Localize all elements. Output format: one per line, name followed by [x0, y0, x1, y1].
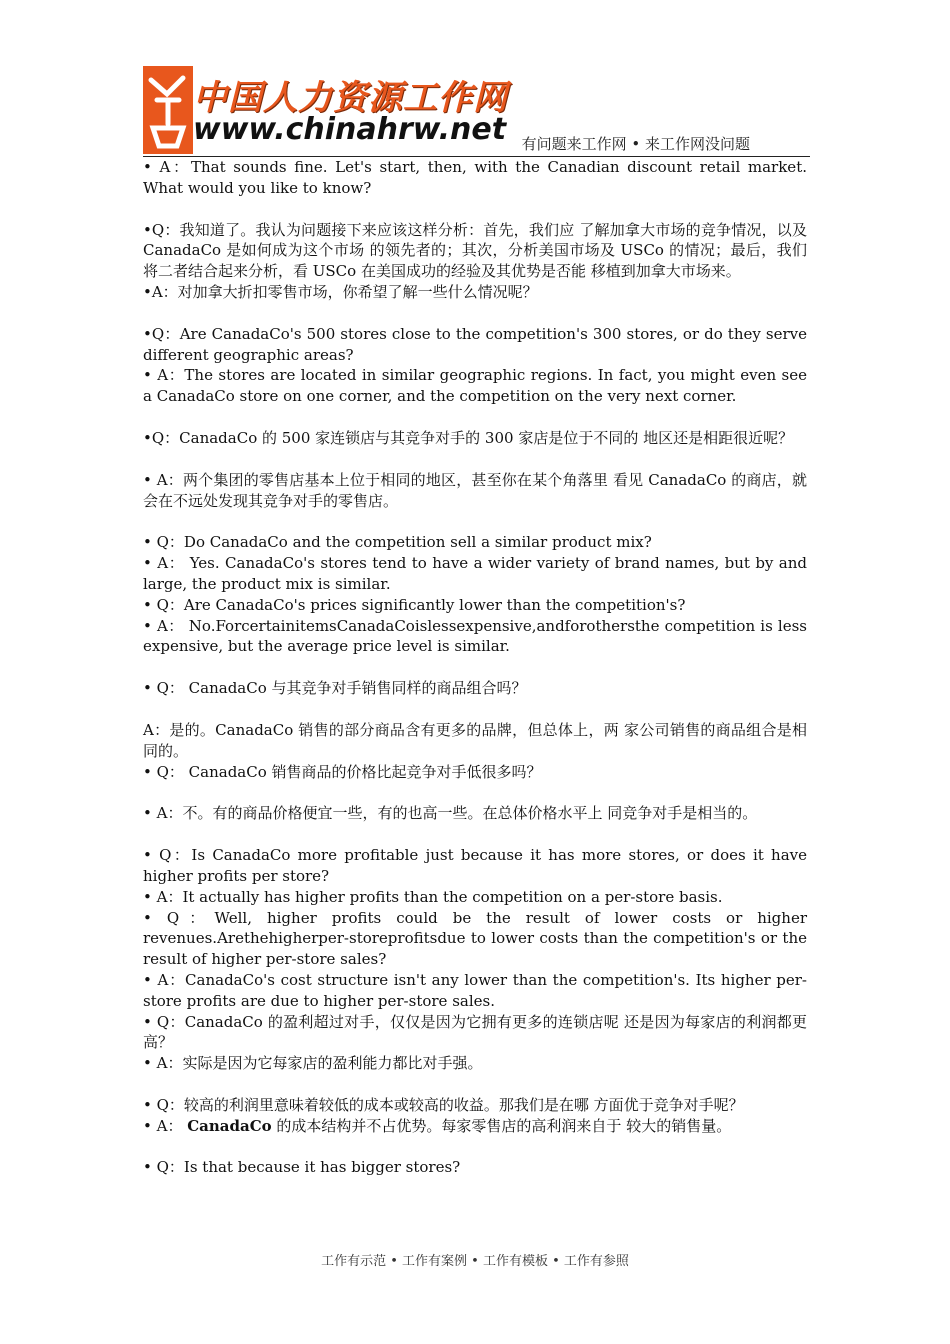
paragraph: • A：It actually has higher profits than the competition on a per-store basis. [143, 887, 723, 906]
paragraph: • A：实际是因为它每家店的盈利能力都比对手强。 [143, 1054, 483, 1073]
paragraph: • Q： CanadaCo 与其竞争对手销售同样的商品组合吗？ [143, 679, 527, 698]
paragraph: • Q：Is that because it has bigger stores? [143, 1158, 461, 1177]
header-slogan: 有问题来工作网 • 来工作网没问题 [521, 135, 750, 153]
paragraph [143, 1116, 807, 1137]
paragraph: •A：对加拿大折扣零售市场，你希望了解一些什么情况呢？ [143, 282, 538, 301]
logo-emblem-icon [143, 66, 193, 154]
page-header [143, 66, 810, 157]
paragraph: • Q： CanadaCo 销售商品的价格比起竞争对手低很多吗？ [143, 762, 542, 781]
logo-chinese-text: 中国人力资源工作网 [193, 78, 508, 118]
paragraph: A：是的。CanadaCo 销售的部分商品含有更多的品牌，但总体上，两 家公司销售的商品组合是相同的。 [143, 720, 807, 760]
paragraph: •Q：我知道了。我认为问题接下来应该这样分析：首先，我们应 了解加拿大市场的竞争情况，以及 CanadaCo 是如何成为这个市场 的领先者的；其次，分析美国市场及 USCo 的情况；最后，我们 将二者结合起来分析，看 USCo 在美国成功的经验及其优势是否能 移植到加拿大市场来。 [143, 220, 807, 281]
paragraph: • A： Yes. CanadaCo's stores tend to have a wider variety of brand names, but by and large, the product mix is similar. [143, 554, 807, 593]
paragraph-rest: 的成本结构并不占优势。每家零售店的高利润来自于 较大的销售量。 [271, 1116, 732, 1135]
page-footer: 工作有示范 • 工作有案例 • 工作有模板 • 工作有参照 [321, 1254, 629, 1269]
document-body [143, 157, 807, 1178]
paragraph: • Q：Do CanadaCo and the competition sell a similar product mix? [143, 533, 652, 552]
paragraph: • A：两个集团的零售店基本上位于相同的地区，甚至你在某个角落里 看见 CanadaCo 的商店，就会在不远处发现其竞争对手的零售店。 [143, 470, 807, 510]
paragraph-prefix: • A： [143, 1116, 188, 1135]
paragraph: • Q：较高的利润里意味着较低的成本或较高的收益。那我们是在哪 方面优于竞争对手呢？ [143, 1095, 744, 1114]
paragraph: • A：The stores are located in similar geographic regions. In fact, you might even see a CanadaCo store on one corner, and the competition on the very next corner. [143, 366, 807, 406]
paragraph: • A：That sounds fine. Let's start, then, with the Canadian discount retail market. What would you like to know? [143, 158, 807, 197]
bold-company-name: CanadaCo [187, 1116, 272, 1135]
paragraph: •Q：Are CanadaCo's 500 stores close to the competition's 300 stores, or do they serve different geographic areas? [143, 324, 807, 364]
paragraph: • A：CanadaCo's cost structure isn't any lower than the competition's. Its higher per-store profits are due to higher per-store sales. [143, 970, 807, 1010]
paragraph: • Q：Are CanadaCo's prices significantly lower than the competition's? [143, 595, 686, 614]
paragraph: • Q：Is CanadaCo more profitable just because it has more stores, or does it have higher profits per store? [143, 846, 807, 885]
paragraph: • Q：CanadaCo 的盈利超过对手，仅仅是因为它拥有更多的连锁店呢 还是因为每家店的利润都更高？ [143, 1012, 807, 1052]
logo-url-text: www.chinahrw.net [193, 112, 507, 147]
paragraph: •Q：CanadaCo 的 500 家连锁店与其竞争对手的 300 家店是位于不同的 地区还是相距很近呢？ [143, 428, 794, 447]
paragraph: • A：不。有的商品价格便宜一些，有的也高一些。在总体价格水平上 同竞争对手是相当的。 [143, 804, 758, 823]
paragraph: • Q：Well, higher profits could be the result of lower costs or higher revenues.Arethehigherper-storeprofitsdue to lower costs than the competition's or the result of higher per-store sales? [143, 908, 807, 969]
paragraph: • A： No.ForcertainitemsCanadaCoislessexpensive,andforothersthe competition is less expensive, but the average price level is similar. [143, 616, 807, 656]
